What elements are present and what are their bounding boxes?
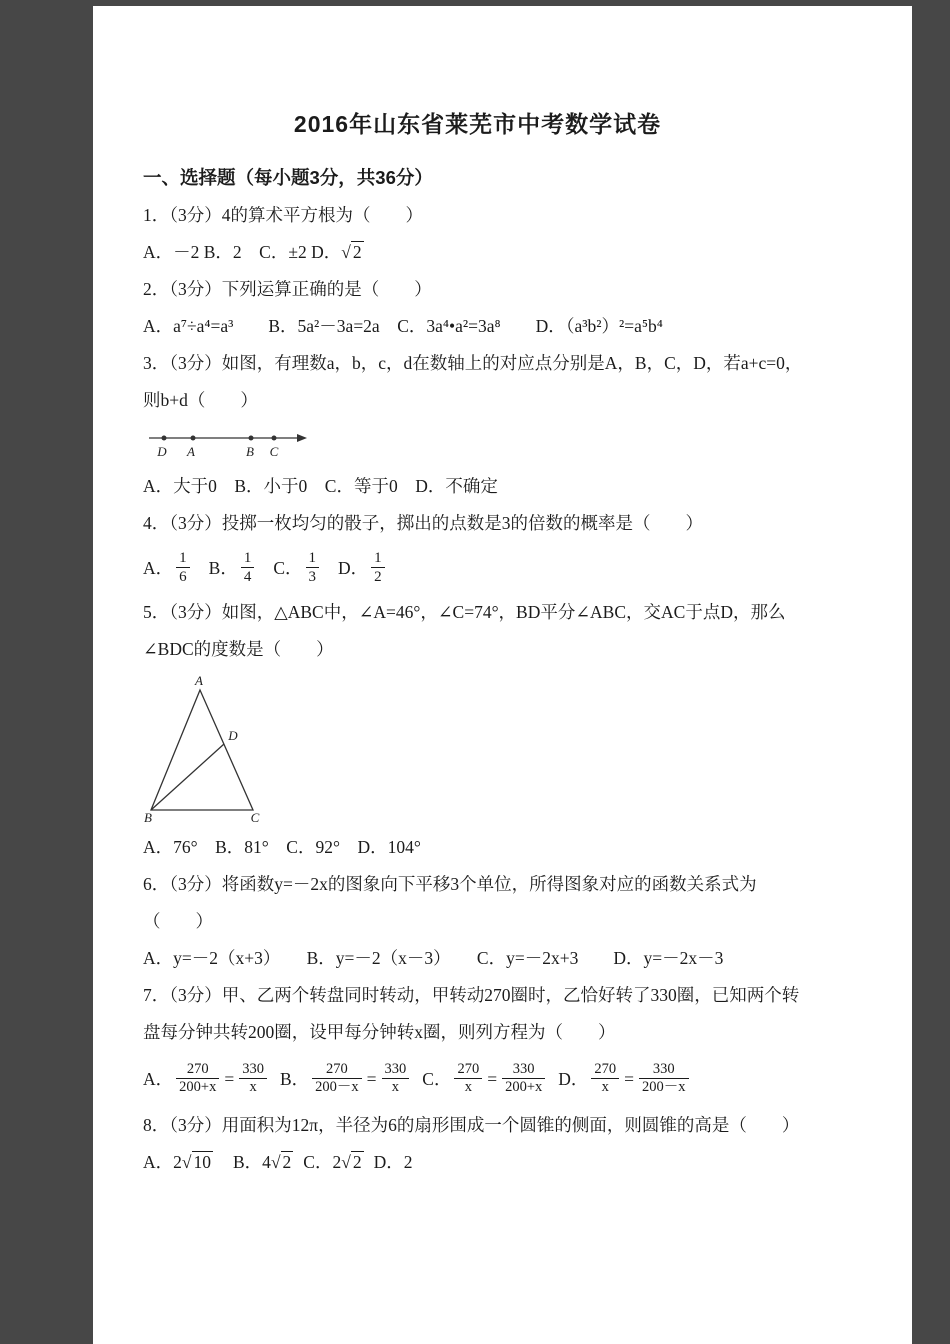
equals-sign: =	[624, 1069, 635, 1089]
radical-sign-icon: √	[341, 242, 351, 262]
vertex-label-c: C	[250, 810, 260, 824]
fraction-numerator: 1	[241, 549, 255, 568]
q4-option-b-label: B．	[208, 558, 238, 578]
q2-options: A．a⁷÷a⁴=a³ B．5a²－3a=2a C．3a⁴•a²=3a⁸ D．（a³b²）²=a⁵b⁴	[143, 316, 663, 336]
sqrt-expression	[182, 1152, 213, 1172]
fraction-numerator: 270	[591, 1061, 619, 1079]
exam-title: 2016年山东省莱芜市中考数学试卷	[293, 111, 662, 137]
fraction-denominator: x	[601, 1079, 609, 1096]
document-page	[93, 6, 912, 1344]
q5-stem: 5．（3分）如图，△ABC中，∠A=46°，∠C=74°，BD平分∠ABC，交AC于点D，那么∠BDC的度数是（ ）	[143, 602, 786, 659]
q7-option-b-label: B．	[279, 1069, 310, 1089]
fraction-numerator: 330	[502, 1061, 545, 1079]
fraction-denominator: 200+x	[179, 1079, 217, 1096]
point-label-c: C	[269, 444, 279, 459]
q4-option-d-label: D．	[338, 558, 369, 578]
radical-sign-icon: √	[181, 1152, 192, 1172]
triangle-figure	[143, 674, 261, 824]
radical-sign-icon: √	[270, 1152, 281, 1172]
q1-options-text: A．－2 B．2 C．±2 D．	[143, 242, 342, 262]
q8-stem: 8．（3分）用面积为12π，半径为6的扇形围成一个圆锥的侧面，则圆锥的高是（ ）	[143, 1115, 800, 1135]
fraction	[312, 1061, 362, 1097]
fraction	[639, 1061, 689, 1097]
fraction-denominator: 200－x	[315, 1079, 359, 1096]
fraction	[176, 1061, 219, 1097]
q8-option-d-label: D．2	[373, 1152, 413, 1172]
q3-figure	[147, 423, 812, 466]
q5-figure	[143, 674, 812, 829]
point-label-a: A	[187, 444, 195, 459]
q7-option-a-label: A．	[143, 1069, 174, 1089]
page-content	[93, 6, 912, 1181]
section-heading: 一、选择题（每小题3分，共36分）	[143, 167, 433, 188]
fraction-denominator: 200+x	[505, 1079, 543, 1096]
q8-option-b-label: B．4	[233, 1152, 271, 1172]
q7-stem: 7．（3分）甲、乙两个转盘同时转动，甲转动270圈时，乙恰好转了330圈，已知两个转盘每分钟共转200圈，设甲每分钟转x圈，则列方程为（ ）	[143, 985, 800, 1042]
q2-stem: 2．（3分）下列运算正确的是（ ）	[143, 279, 432, 299]
fraction-denominator: 2	[374, 569, 382, 586]
fraction-numerator: 1	[176, 549, 190, 568]
fraction	[502, 1061, 545, 1097]
fraction	[241, 549, 255, 586]
q8-options	[143, 1144, 812, 1181]
fraction-numerator: 330	[239, 1061, 267, 1079]
q4-stem: 4．（3分）投掷一枚均匀的骰子，掷出的点数是3的倍数的概率是（ ）	[143, 513, 703, 533]
point-label-d: D	[228, 728, 238, 743]
radicand: 2	[352, 242, 362, 262]
radicand: 2	[282, 1152, 292, 1172]
fraction-numerator: 270	[176, 1061, 219, 1079]
fraction-denominator: 4	[243, 569, 252, 586]
equals-sign: =	[224, 1069, 235, 1089]
fraction-numerator: 270	[454, 1061, 482, 1079]
sqrt-expression	[271, 1152, 293, 1172]
fraction	[591, 1061, 619, 1097]
q4-options	[143, 542, 812, 594]
q7-option-c-label: C．	[422, 1069, 452, 1089]
fraction-denominator: 200－x	[642, 1079, 686, 1096]
q1-stem: 1．（3分）4的算术平方根为（ ）	[143, 205, 423, 225]
q7-options	[143, 1051, 812, 1107]
q4-option-c-label: C．	[273, 558, 303, 578]
q3-options: A．大于0 B．小于0 C．等于0 D．不确定	[143, 476, 498, 496]
q8-option-c-label: C．2	[303, 1152, 342, 1172]
point-label-b: B	[246, 444, 254, 459]
fraction	[176, 549, 190, 586]
fraction-numerator: 1	[371, 549, 385, 568]
q8-option-a-label: A．2	[143, 1152, 182, 1172]
fraction-denominator: x	[464, 1079, 472, 1096]
equals-sign: =	[366, 1069, 377, 1089]
q5-options: A．76° B．81° C．92° D．104°	[143, 837, 421, 857]
q1-options	[143, 234, 812, 271]
fraction-denominator: 3	[308, 569, 317, 586]
vertex-label-b: B	[144, 810, 152, 824]
q6-stem: 6．（3分）将函数y=－2x的图象向下平移3个单位，所得图象对应的函数关系式为（ ）	[143, 874, 757, 931]
point-label-d: D	[157, 444, 167, 459]
fraction-numerator: 330	[382, 1061, 410, 1079]
radical-sign-icon: √	[341, 1152, 351, 1172]
radicand: 10	[193, 1152, 211, 1172]
fraction-numerator: 270	[312, 1061, 362, 1079]
equals-sign: =	[487, 1069, 498, 1089]
fraction-numerator: 330	[639, 1061, 689, 1079]
number-line-figure	[147, 423, 309, 461]
q7-option-d-label: D．	[558, 1069, 589, 1089]
fraction	[454, 1061, 482, 1097]
fraction-denominator: x	[249, 1079, 257, 1096]
fraction	[371, 549, 385, 586]
fraction	[306, 549, 320, 586]
fraction-denominator: 6	[179, 569, 187, 586]
q6-options: A．y=－2（x+3） B．y=－2（x－3） C．y=－2x+3 D．y=－2x－3	[143, 948, 724, 968]
sqrt-expression	[341, 242, 363, 262]
q4-option-a-label: A．	[143, 558, 174, 578]
radicand: 2	[352, 1152, 362, 1172]
sqrt-expression	[341, 1152, 363, 1172]
fraction	[382, 1061, 410, 1097]
fraction	[239, 1061, 267, 1097]
q3-stem: 3．（3分）如图，有理数a，b，c，d在数轴上的对应点分别是A，B，C，D，若a+c=0，则b+d（ ）	[143, 353, 803, 410]
fraction-numerator: 1	[306, 549, 320, 568]
fraction-denominator: x	[391, 1079, 400, 1096]
vertex-label-a: A	[195, 674, 203, 688]
